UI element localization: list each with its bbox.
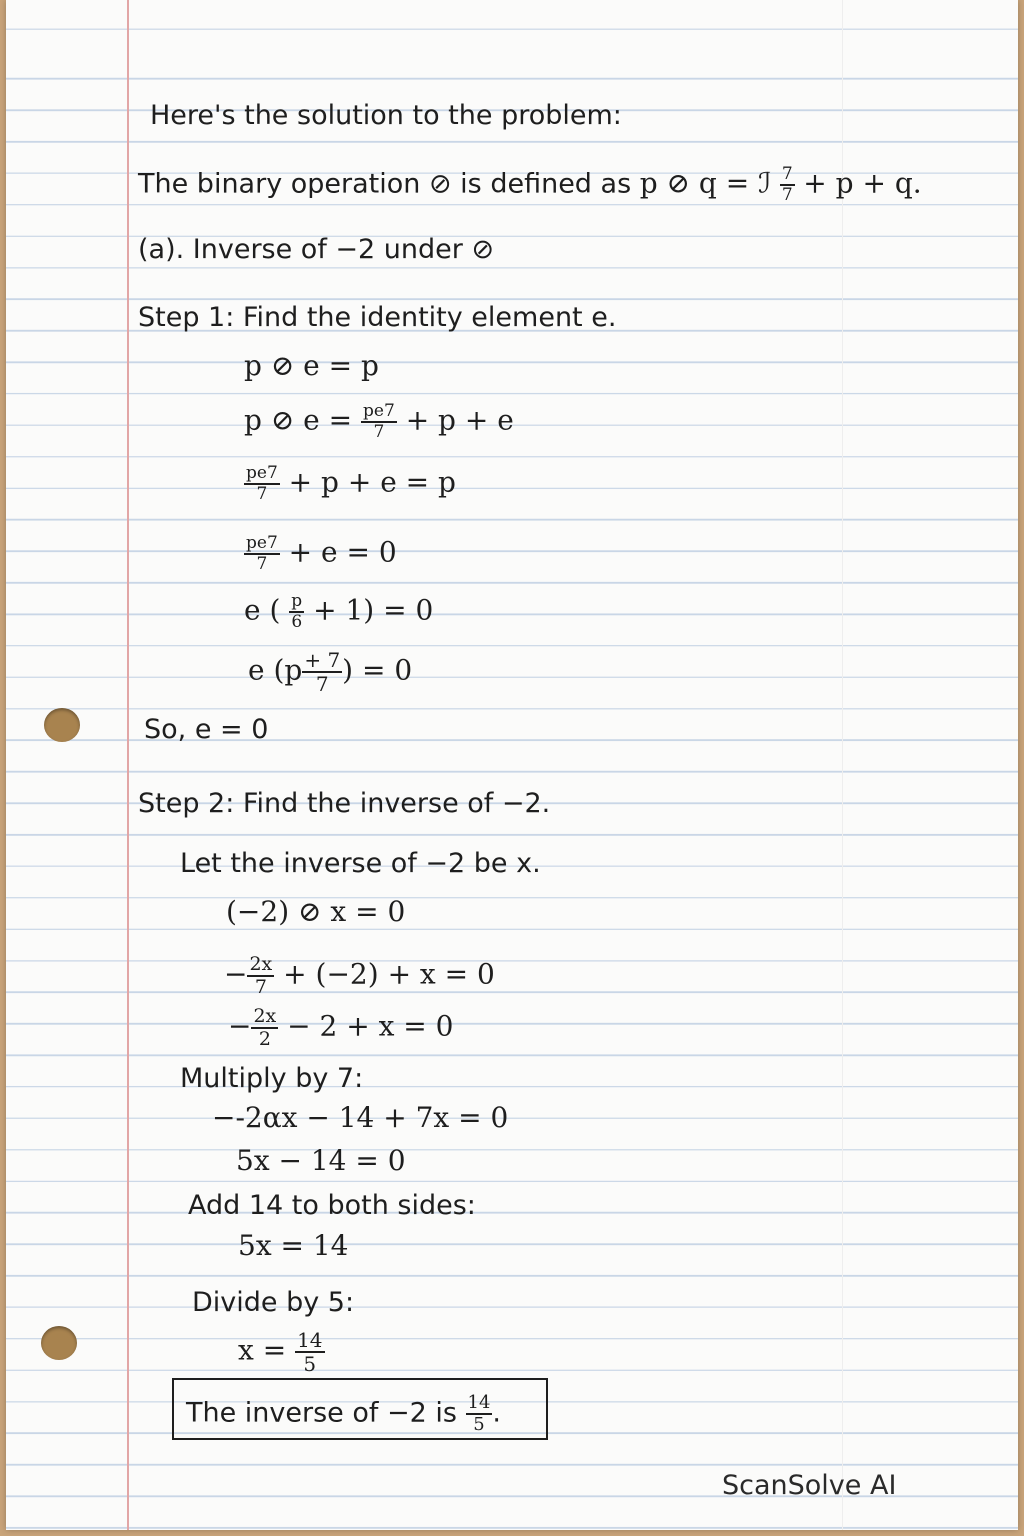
definition-line: The binary operation ⊘ is defined as p ⊘ q = ℐ $\frac{7}{7}$ + p + q. <box>138 164 922 205</box>
add-line: 5x = 14 <box>238 1229 349 1262</box>
step1-title: Step 1: Find the identity element e. <box>138 302 617 333</box>
step1-line: e ( $\frac{p}{6}$ + 1) = 0 <box>244 591 434 632</box>
step1-line: $\frac{pe7}{7}$ + e = 0 <box>246 533 397 574</box>
punch-hole <box>41 1326 77 1360</box>
right-rule <box>842 0 843 1530</box>
notebook-paper <box>6 0 1018 1530</box>
margin-line <box>127 0 129 1530</box>
answer-text: The inverse of −2 is $\frac{14}{5}$ . <box>186 1392 502 1435</box>
multiply-line: −-2αx − 14 + 7x = 0 <box>212 1101 509 1134</box>
step1-line: e (p $\frac{+ 7}{7}$ ) = 0 <box>248 648 413 696</box>
divide-line: x = $\frac{14}{5}$ <box>238 1328 323 1376</box>
multiply-line: 5x − 14 = 0 <box>236 1144 406 1177</box>
step2-title: Step 2: Find the inverse of −2. <box>138 788 551 819</box>
fraction: $\frac{7}{7}$ <box>781 164 793 205</box>
step2-line: − $\frac{2x}{7}$ + (−2) + x = 0 <box>224 953 495 998</box>
definition-text: The binary operation ⊘ is defined as <box>138 168 640 200</box>
step1-line: p ⊘ e = p <box>244 349 379 382</box>
step1-line: $\frac{pe7}{7}$ + p + e = p <box>246 463 456 504</box>
punch-hole <box>44 708 80 742</box>
add-label: Add 14 to both sides: <box>188 1190 476 1221</box>
step2-line: (−2) ⊘ x = 0 <box>226 895 406 928</box>
step2-line: − $\frac{2x}{2}$ − 2 + x = 0 <box>228 1005 454 1050</box>
step2-let: Let the inverse of −2 be x. <box>180 848 541 879</box>
step1-conclusion: So, e = 0 <box>144 714 269 745</box>
watermark-text: ScanSolve AI <box>722 1470 897 1501</box>
heading: Here's the solution to the problem: <box>150 100 622 131</box>
divide-label: Divide by 5: <box>192 1287 355 1318</box>
multiply-label: Multiply by 7: <box>180 1063 364 1094</box>
step1-line: p ⊘ e = $\frac{pe7}{7}$ + p + e <box>244 401 514 442</box>
part-a-title: (a). Inverse of −2 under ⊘ <box>138 234 495 265</box>
